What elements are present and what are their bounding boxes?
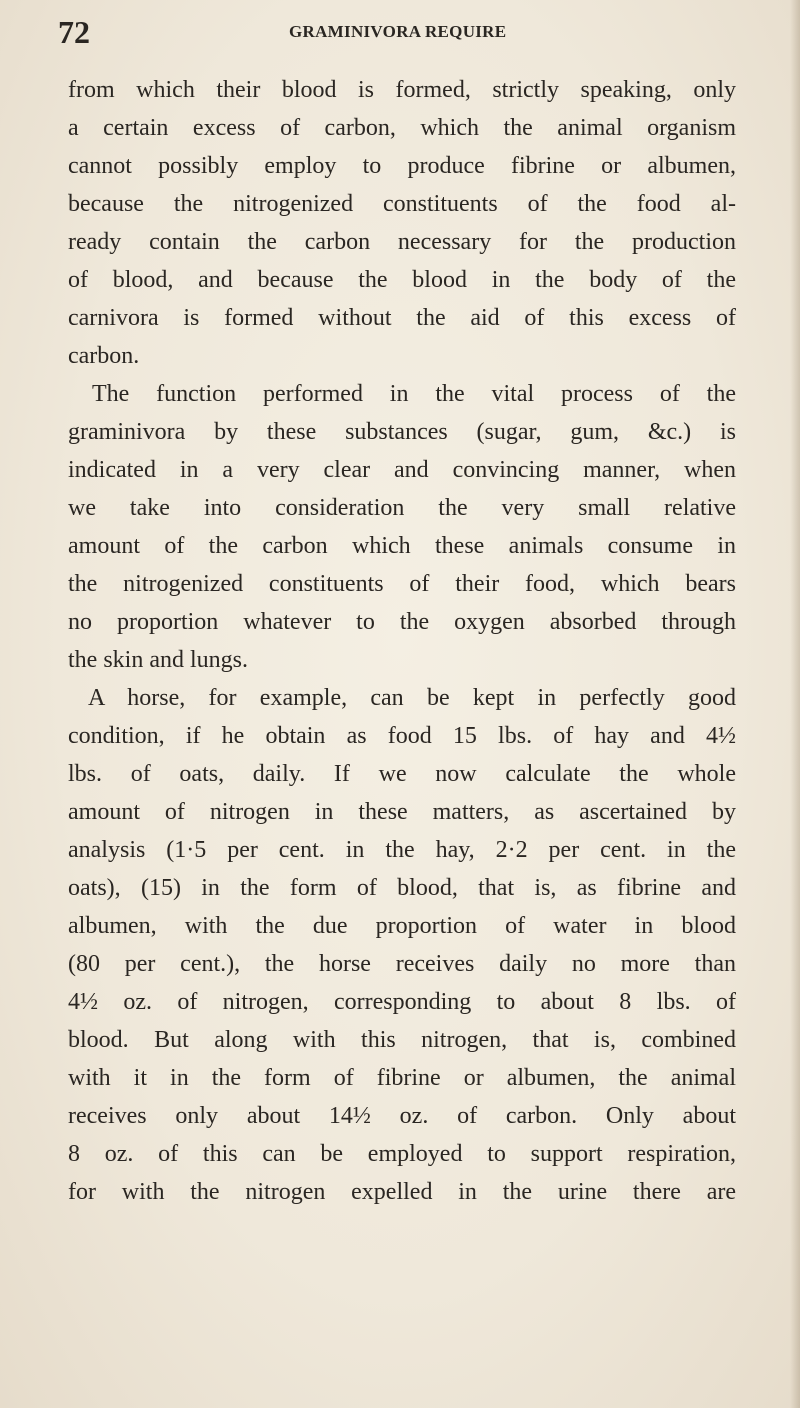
text-line: ready contain the carbon necessary for the production bbox=[68, 229, 736, 255]
text-line: the skin and lungs. bbox=[68, 647, 248, 673]
text-line: cannot possibly employ to produce fibrine or albumen, bbox=[68, 153, 736, 179]
text-line: of blood, and because the blood in the body of the bbox=[68, 267, 736, 293]
text-line: a certain excess of carbon, which the animal organism bbox=[68, 115, 736, 141]
text-line: The function performed in the vital process of the bbox=[92, 381, 736, 407]
text-line: oats), (15) in the form of blood, that is, as fibrine and bbox=[68, 875, 736, 901]
text-line: with it in the form of fibrine or albumen, the animal bbox=[68, 1065, 736, 1091]
text-line: blood. But along with this nitrogen, that is, combined bbox=[68, 1027, 736, 1053]
text-line: carbon. bbox=[68, 343, 140, 369]
page-number: 72 bbox=[58, 14, 90, 50]
text-line: receives only about 14½ oz. of carbon. Only about bbox=[68, 1103, 736, 1129]
text-line: we take into consideration the very small relative bbox=[68, 495, 736, 521]
text-line: for with the nitrogen expelled in the urine there are bbox=[68, 1179, 736, 1205]
text-line: indicated in a very clear and convincing manner, when bbox=[68, 457, 736, 483]
text-line: the nitrogenized constituents of their food, which bears bbox=[68, 571, 736, 597]
text-line: (80 per cent.), the horse receives daily no more than bbox=[68, 951, 736, 977]
text-line: because the nitrogenized constituents of the food al- bbox=[68, 191, 736, 217]
page-edge-shadow bbox=[790, 0, 800, 1408]
text-line: amount of the carbon which these animals consume in bbox=[68, 533, 736, 559]
page-header bbox=[58, 12, 758, 52]
text-line: from which their blood is formed, strictly speaking, only bbox=[68, 77, 736, 103]
text-line: no proportion whatever to the oxygen absorbed through bbox=[68, 609, 736, 635]
text-line: condition, if he obtain as food 15 lbs. of hay and 4½ bbox=[68, 723, 736, 749]
text-line: analysis (1·5 per cent. in the hay, 2·2 per cent. in the bbox=[68, 837, 736, 863]
text-line: lbs. of oats, daily. If we now calculate the whole bbox=[68, 761, 736, 787]
text-line: carnivora is formed without the aid of this excess of bbox=[68, 305, 736, 331]
text-line: albumen, with the due proportion of water in blood bbox=[68, 913, 736, 939]
text-line: 4½ oz. of nitrogen, corresponding to about 8 lbs. of bbox=[68, 989, 736, 1015]
text-line: amount of nitrogen in these matters, as ascertained by bbox=[68, 799, 736, 825]
running-head: GRAMINIVORA REQUIRE bbox=[289, 22, 507, 41]
text-line: 8 oz. of this can be employed to support respiration, bbox=[68, 1141, 736, 1167]
text-line: graminivora by these substances (sugar, gum, &c.) is bbox=[68, 419, 736, 445]
text-line: A horse, for example, can be kept in perfectly good bbox=[88, 685, 736, 711]
body-text bbox=[68, 71, 736, 1211]
